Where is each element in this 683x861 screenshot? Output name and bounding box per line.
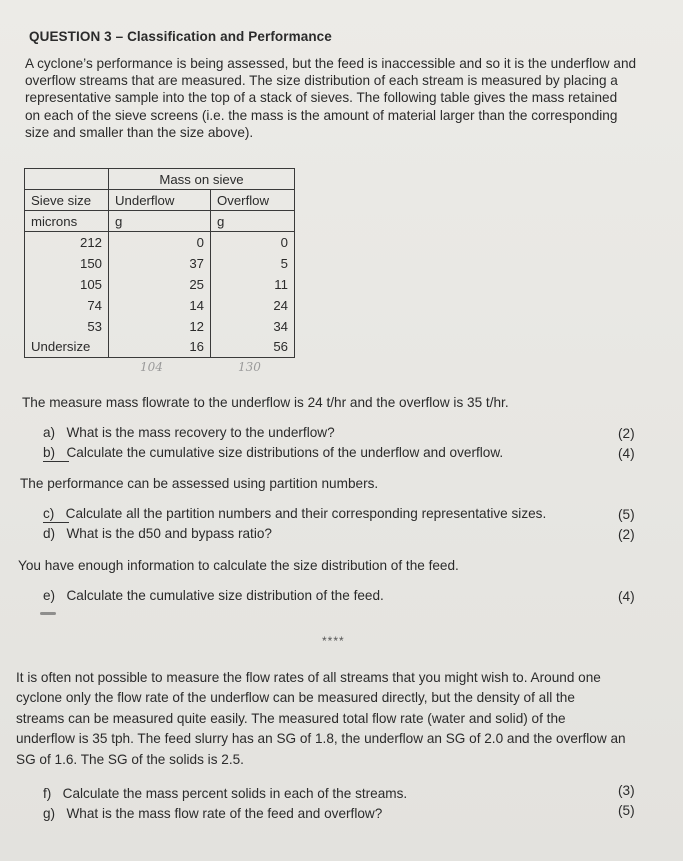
part-label: e) (43, 588, 56, 603)
sieve-table (24, 168, 295, 358)
part-label: a) (43, 425, 56, 440)
table-row (25, 274, 295, 295)
intro-line: size and smaller than the size above). (25, 124, 254, 140)
section-separator: **** (322, 634, 345, 648)
paragraph-line: SG of 1.6. The SG of the solids is 2.5. (16, 751, 244, 767)
part-f (43, 786, 407, 801)
table-row (25, 337, 295, 358)
part-a (43, 425, 335, 440)
paragraph-line: It is often not possible to measure the flow rates of all streams that you might wish to. Around one (16, 670, 601, 685)
second-paragraph (16, 668, 656, 770)
table-cell: 12 (109, 316, 211, 337)
part-b (43, 445, 503, 460)
part-d (43, 526, 272, 541)
table-row (25, 316, 295, 337)
table-cell: 0 (109, 232, 211, 253)
pen-underline-mark (43, 522, 69, 523)
flowrate-statement: The measure mass flowrate to the underflow is 24 t/hr and the overflow is 35 t/hr. (22, 395, 509, 410)
table-header-row (25, 190, 295, 211)
handwritten-overflow-total: 130 (238, 360, 261, 374)
part-text: Calculate the cumulative size distribution of the feed. (66, 588, 384, 603)
table-unit: g (109, 211, 211, 232)
table-cell: 212 (25, 232, 109, 253)
table-header: Sieve size (25, 190, 109, 211)
table-cell: 56 (211, 337, 295, 358)
part-label: c) (43, 506, 55, 521)
table-cell: 34 (211, 316, 295, 337)
part-marks: (3) (618, 783, 635, 798)
part-marks: (2) (618, 426, 635, 441)
table-cell: 11 (211, 274, 295, 295)
part-label: d) (43, 526, 56, 541)
part-c (43, 506, 546, 521)
table-units-row (25, 211, 295, 232)
table-row (25, 232, 295, 253)
handwritten-underflow-total: 104 (140, 360, 163, 374)
pen-underline-mark (43, 461, 69, 462)
table-cell: 105 (25, 274, 109, 295)
table-cell: 5 (211, 253, 295, 274)
part-marks: (4) (618, 589, 635, 604)
part-label: f) (43, 786, 52, 801)
table-unit: microns (25, 211, 109, 232)
feed-statement: You have enough information to calculate the size distribution of the feed. (18, 558, 459, 573)
intro-line: overflow streams that are measured. The size distribution of each stream is measured by placing a (25, 73, 618, 89)
paragraph-line: underflow is 35 tph. The feed slurry has an SG of 1.8, the underflow an SG of 2.0 and the overflow an (16, 731, 626, 747)
table-cell: 53 (25, 316, 109, 337)
part-marks: (5) (618, 507, 635, 522)
table-row (25, 253, 295, 274)
partition-statement: The performance can be assessed using partition numbers. (20, 476, 379, 491)
part-label: b) (43, 445, 56, 460)
part-marks: (2) (618, 527, 635, 542)
part-text: What is the d50 and bypass ratio? (66, 526, 272, 541)
paragraph-line: streams can be measured quite easily. The measured total flow rate (water and solid) of the (16, 710, 566, 726)
table-row (25, 295, 295, 316)
table-cell: 25 (109, 274, 211, 295)
table-cell: Undersize (25, 337, 109, 358)
table-cell: 150 (25, 253, 109, 274)
table-unit: g (211, 211, 295, 232)
part-text: Calculate the cumulative size distributions of the underflow and overflow. (66, 445, 504, 460)
intro-line: A cyclone’s performance is being assessed, but the feed is inaccessible and so it is the underflow and (25, 56, 637, 71)
part-text: Calculate the mass percent solids in each of the streams. (62, 786, 408, 801)
part-text: What is the mass flow rate of the feed and overflow? (66, 806, 383, 821)
table-cell: 37 (109, 253, 211, 274)
part-e (43, 588, 384, 603)
part-marks: (5) (618, 803, 635, 818)
table-cell: 16 (109, 337, 211, 358)
question-title: QUESTION 3 – Classification and Performance (29, 29, 332, 44)
table-cell: 14 (109, 295, 211, 316)
part-label: g) (43, 806, 56, 821)
table-header: Underflow (109, 190, 211, 211)
part-text: What is the mass recovery to the underflow? (66, 425, 335, 440)
table-cell: 24 (211, 295, 295, 316)
part-g (43, 806, 382, 821)
part-text: Calculate all the partition numbers and their corresponding representative sizes. (65, 506, 547, 521)
table-group-header-row (25, 169, 295, 190)
intro-line: representative sample into the top of a stack of sieves. The following table gives the mass retained (25, 90, 618, 106)
part-marks: (4) (618, 446, 635, 461)
intro-paragraph (25, 55, 645, 141)
table-cell: 0 (211, 232, 295, 253)
table-header: Overflow (211, 190, 295, 211)
intro-line: on each of the sieve screens (i.e. the mass is the amount of material larger than the corresponding (25, 107, 618, 123)
table-cell: 74 (25, 295, 109, 316)
table-blank-cell (25, 169, 109, 190)
table-group-header: Mass on sieve (109, 169, 295, 190)
paragraph-line: cyclone only the flow rate of the underflow can be measured directly, but the density of all the (16, 690, 575, 706)
pen-mark (40, 612, 56, 615)
